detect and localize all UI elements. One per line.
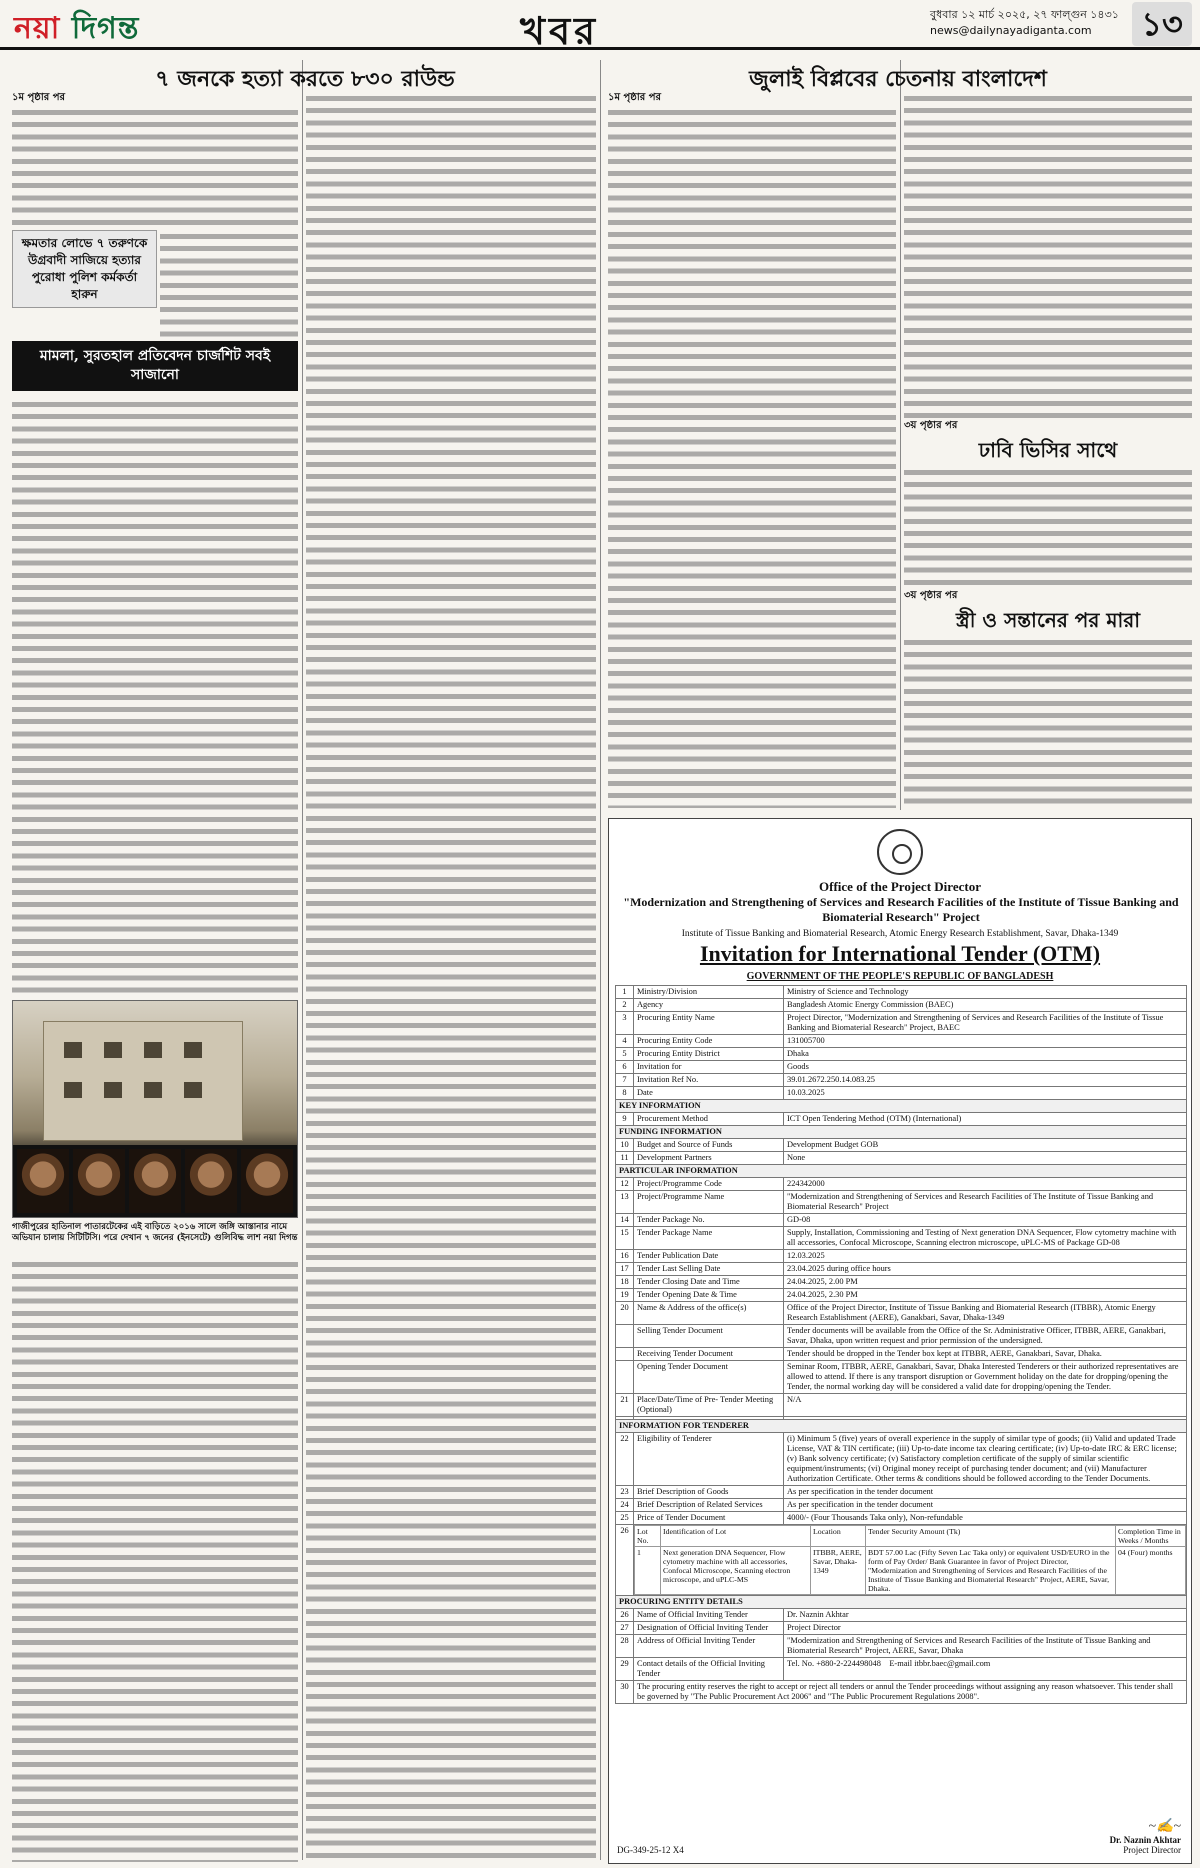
table-row: 18 Tender Closing Date and Time 24.04.2025, 2.00 PM (616, 1276, 1187, 1289)
page-number: ১৩ (1132, 2, 1192, 46)
table-row: 11 Development Partners None (616, 1152, 1187, 1165)
table-row: 13 Project/Programme Name "Modernization and Strengthening of Services and Research Facilities of The Institute of Tissue Banking and Biomaterial Research" Project (616, 1191, 1187, 1214)
table-row: 19 Tender Opening Date & Time 24.04.2025, 2.30 PM (616, 1289, 1187, 1302)
story-headline[interactable]: ৭ জনকে হত্যা করতে ৮৩০ রাউন্ড (155, 66, 455, 92)
table-row: 8 Date 10.03.2025 (616, 1087, 1187, 1100)
tender-office: Office of the Project Director (819, 879, 981, 894)
table-row: 27 Designation of Official Inviting Tender Project Director (616, 1622, 1187, 1635)
table-row: 29 Contact details of the Official Inviting Tender Tel. No. +880-2-224498048 E-mail itbbr.baec@gmail.com (616, 1658, 1187, 1681)
section-row: PROCURING ENTITY DETAILS (616, 1596, 1187, 1609)
table-row: Receiving Tender Document Tender should be dropped in the Tender box kept at ITBBR, AERE, Ganakbari, Savar, Dhaka. (616, 1348, 1187, 1361)
table-row: Selling Tender Document Tender documents will be available from the Office of the Sr. Administrative Officer, ITBBR, AERE, Ganakbari, Savar, Dhaka, upon written request and prior permission of the undersigned. (616, 1325, 1187, 1348)
signature-block (1110, 1818, 1181, 1855)
sub-story-headline[interactable]: স্ত্রী ও সন্তানের পর মারা (955, 608, 1141, 632)
table-row: 24 Brief Description of Related Services As per specification in the tender document (616, 1499, 1187, 1512)
table-row: 25 Price of Tender Document 4000/- (Four Thousands Taka only), Non-refundable (616, 1512, 1187, 1525)
tender-advertisement[interactable] (608, 818, 1192, 1864)
story-headline[interactable]: জুলাই বিপ্লবের চেতনায় বাংলাদেশ (749, 66, 1047, 92)
table-row: 15 Tender Package Name Supply, Installation, Commissioning and Testing of Next generation DNA Sequencer, Flow cytometry machine with all accessories, Confocal Microscope, Scanning electron microscope, uPLC-MS of Package GD-08 (616, 1227, 1187, 1250)
table-row: 9 Procurement Method ICT Open Tendering Method (OTM) (International) (616, 1113, 1187, 1126)
inset-portraits (13, 1145, 297, 1217)
pull-quote-text: ক্ষমতার লোভে ৭ তরুণকে উগ্রবাদী সাজিয়ে হত্যার পুরোধা পুলিশ কর্মকর্তা হারুন (12, 230, 157, 308)
article-body (904, 92, 1192, 418)
table-row: 23 Brief Description of Goods As per specification in the tender document (616, 1486, 1187, 1499)
article-body (160, 230, 298, 342)
table-row: 22 Eligibility of Tenderer (i) Minimum 5 (five) years of overall experience in the supply of similar type of goods; (ii) Valid and updated Trade License, VAT & TIN certificate; (iii) Up-to-date income tax clearing certificate; (iv) Up-to-date IRC & ERC license; (v) Bank solvency certificate; (v) Satisfactory completion certificate of the supply of similar scientific equipment/instruments; (vi) Original money receipt of purchasing tender document; and (vii) Manufacturer Authorization Certificate. Other terms & conditions should be followed according to the Tender Documents. (616, 1433, 1187, 1486)
sub-story-headline[interactable]: ঢাবি ভিসির সাথে (978, 438, 1118, 462)
story-kicker: ১ম পৃষ্ঠার পর (12, 92, 65, 103)
article-body (12, 1258, 298, 1862)
photo-credit: নয়া দিগন্ত (263, 1233, 298, 1243)
table-row: 17 Tender Last Selling Date 23.04.2025 during office hours (616, 1263, 1187, 1276)
highlight-text: মামলা, সুরতহাল প্রতিবেদন চার্জশিট সবই সাজানো (12, 341, 298, 391)
section-row: FUNDING INFORMATION (616, 1126, 1187, 1139)
lot-header: Lot No. Identification of Lot Location Tender Security Amount (Tk) Completion Time in Weeks / Months (635, 1526, 1186, 1547)
story-kicker: ৩য় পৃষ্ঠার পর (904, 420, 958, 431)
article-body (904, 466, 1192, 586)
section-row: INFORMATION FOR TENDERER (616, 1420, 1187, 1433)
tender-project: "Modernization and Strengthening of Services and Research Facilities of the Institute of Tissue Banking and Biomaterial Research" Project (623, 895, 1179, 924)
table-row: 3 Procuring Entity Name Project Director, "Modernization and Strengthening of Services and Research Facilities of the Institute of Tissue Banking and Biomaterial Research" Project, BAEC (616, 1012, 1187, 1035)
table-row: Opening Tender Document Seminar Room, ITBBR, AERE, Ganakbari, Savar, Dhaka Interested Tenderers or their authorized representatives are allowed to attend. If there is any transport disruption or Government holiday on the date for dropping/opening the Tender, the normal working day will be considered a valid date for dropping/opening the Tender. (616, 1361, 1187, 1394)
column-rule (900, 60, 901, 810)
table-row: 14 Tender Package No. GD-08 (616, 1214, 1187, 1227)
portrait (17, 1149, 69, 1213)
pull-quote (12, 230, 157, 308)
article-body (12, 398, 298, 994)
table-row: 2 Agency Bangladesh Atomic Energy Commission (BAEC) (616, 999, 1187, 1012)
lot-row: 26 Lot No. Identification of Lot Location Tender Security Amount (Tk) Completion Time in Weeks / Months 1 Next generation DNA Sequencer, Flow cytometry machine with all accessories, Confocal Microscope, Scanning electron microscope, and uPLC-MS ITBBR, AERE, Savar, Dhaka-1349 BDT 57.00 Lac (Fifty Seven Lac Taka only) or equivalent USD/EURO in the form of Pay Order/ Bank Guarantee in favor of Project Director, "Modernization and Strengthening of Services and Research Facilities of the Institute of Tissue Banking and Biomaterial Research" Project, AERE, Savar, Dhaka. 04 (Four) months (616, 1525, 1187, 1596)
section-row: PARTICULAR INFORMATION (616, 1165, 1187, 1178)
baec-emblem-icon (877, 829, 923, 875)
building-image (43, 1021, 243, 1141)
highlight-box (12, 335, 298, 391)
issue-date: বুধবার ১২ মার্চ ২০২৫, ২৭ ফাল্গুন ১৪৩১ (930, 8, 1119, 21)
masthead (0, 0, 1200, 53)
table-row: 1 Ministry/Division Ministry of Science and Technology (616, 986, 1187, 999)
table-row: 30 The procuring entity reserves the right to accept or reject all tenders or annul the Tender proceedings without assigning any reason whatsoever. This tender shall be governed by "The Public Procurement Act 2006" and "The Public Procurement Regulations 2008". (616, 1681, 1187, 1704)
table-row: 21 Place/Date/Time of Pre- Tender Meeting (Optional) N/A (616, 1394, 1187, 1417)
table-row: 6 Invitation for Goods (616, 1061, 1187, 1074)
tender-title: Invitation for International Tender (OTM) (699, 941, 1101, 966)
signature-mark: ~✍~ (1148, 1819, 1181, 1834)
news-photo[interactable] (12, 1000, 298, 1218)
table-row: 16 Tender Publication Date 12.03.2025 (616, 1250, 1187, 1263)
article-body (306, 92, 596, 1862)
article-body (904, 636, 1192, 806)
table-row: 26 Name of Official Inviting Tender Dr. Naznin Akhtar (616, 1609, 1187, 1622)
portrait (185, 1149, 237, 1213)
table-row: 5 Procuring Entity District Dhaka (616, 1048, 1187, 1061)
column-rule (302, 60, 303, 1860)
contact-email-tender[interactable]: itbbr.baec@gmail.com (914, 1659, 991, 1668)
newspaper-logo[interactable]: নয়া দিগন্ত (14, 11, 140, 46)
portrait (129, 1149, 181, 1213)
table-row: 20 Name & Address of the office(s) Office of the Project Director, Institute of Tissue Banking and Biomaterial Research (ITBBR), Atomic Energy Research Establishment (AERE), Ganakbari, Savar, Dhaka-1349 (616, 1302, 1187, 1325)
government-line: GOVERNMENT OF THE PEOPLE'S REPUBLIC OF BANGLADESH (746, 971, 1054, 982)
lot-table (634, 1525, 1186, 1595)
ad-code: DG-349-25-12 X4 (617, 1845, 684, 1855)
article-body (12, 106, 298, 226)
phone-number[interactable]: +880-2-224498048 (816, 1659, 881, 1668)
story-kicker: ১ম পৃষ্ঠার পর (608, 92, 661, 103)
story-kicker: ৩য় পৃষ্ঠার পর (904, 590, 958, 601)
table-row: 28 Address of Official Inviting Tender "Modernization and Strengthening of Services and Research Facilities of the Institute of Tissue Banking and Biomaterial Research" Project, AERE, Savar, Dhaka (616, 1635, 1187, 1658)
signer-name: Dr. Naznin Akhtar (1109, 1835, 1181, 1845)
table-row: 12 Project/Programme Code 224342000 (616, 1178, 1187, 1191)
table-row: 4 Procuring Entity Code 131005700 (616, 1035, 1187, 1048)
tel-label: Tel. No. (787, 1659, 815, 1668)
contact-email[interactable]: news@dailynayadiganta.com (930, 24, 1092, 37)
tender-table (615, 985, 1187, 1704)
table-row: 10 Budget and Source of Funds Development Budget GOB (616, 1139, 1187, 1152)
photo-caption: গাজীপুরের হাতিনাল পাতারটেকের এই বাড়িতে ২০১৬ সালে জঙ্গি আস্তানার নামে অভিযান চালায় সিটিটিসি। পরে দেখান ৭ জনের (ইনসেটে) গুলিবিদ্ধ লাশ নয়া দিগন্ত (12, 1222, 298, 1243)
table-row: 7 Invitation Ref No. 39.01.2672.250.14.083.25 (616, 1074, 1187, 1087)
signer-title: Project Director (1123, 1845, 1181, 1855)
section-row: KEY INFORMATION (616, 1100, 1187, 1113)
email-label: E-mail (889, 1659, 913, 1668)
tender-institute: Institute of Tissue Banking and Biomaterial Research, Atomic Energy Research Establishment, Savar, Dhaka-1349 (681, 929, 1119, 939)
column-rule (600, 60, 601, 1860)
portrait (73, 1149, 125, 1213)
lot-item: 1 Next generation DNA Sequencer, Flow cytometry machine with all accessories, Confocal Microscope, Scanning electron microscope, and uPLC-MS ITBBR, AERE, Savar, Dhaka-1349 BDT 57.00 Lac (Fifty Seven Lac Taka only) or equivalent USD/EURO in the form of Pay Order/ Bank Guarantee in favor of Project Director, "Modernization and Strengthening of Services and Research Facilities of the Institute of Tissue Banking and Biomaterial Research" Project, AERE, Savar, Dhaka. 04 (Four) months (635, 1547, 1186, 1595)
portrait (241, 1149, 293, 1213)
section-title: খবর (520, 8, 600, 53)
article-body (608, 106, 896, 808)
